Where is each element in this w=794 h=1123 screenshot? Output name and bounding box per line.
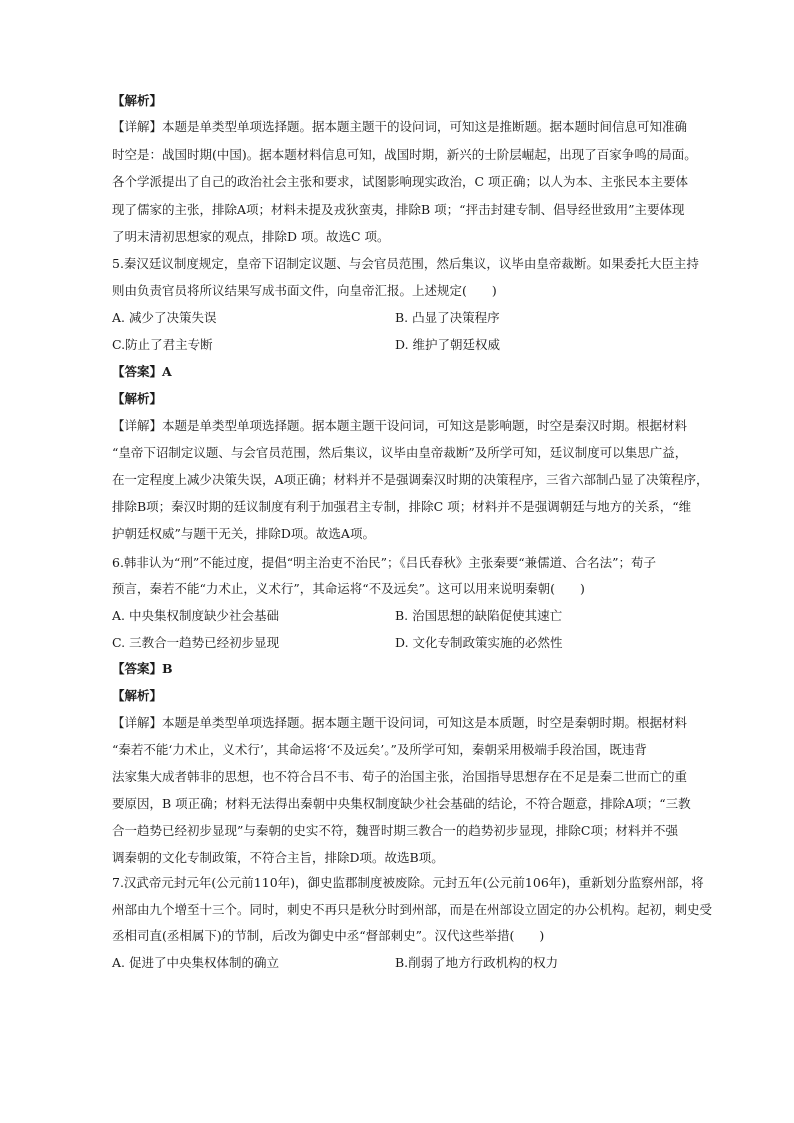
detail-line: 法家集大成者韩非的思想，也不符合吕不韦、荀子的治国主张，治国指导思想存在不足是秦二世而亡的重 [112,769,688,784]
option-b: B. 凸显了决策程序 [395,310,500,325]
question-stem: 6.韩非认为“刑”不能过度，提倡“明主治吏不治民”；《吕氏春秋》主张秦要“兼儒道、合名法”；荀子 [112,555,657,570]
detail-line: 【详解】本题是单类型单项选择题。据本题主题干设问词，可知这是影响题，时空是秦汉时期。根据材料 [112,418,688,433]
answer-label: 【答案】A [112,364,172,379]
detail-line: 各个学派提出了自己的政治社会主张和要求，试图影响现实政治，C 项正确；以人为本、主张民本主要体 [112,174,689,189]
detail-line: “秦若不能‘力术止，义术行’，其命运将‘不及远矣’。”及所学可知，秦朝采用极端手段治国，既违背 [112,742,647,757]
detail-line: 调秦朝的文化专制政策，不符合主旨，排除D项。故选B项。 [112,850,444,865]
option-a: A. 中央集权制度缺少社会基础 [112,608,279,623]
question-stem: 丞相司直(丞相属下)的节制，后改为御史中丞“督部刺史”。汉代这些举措( ) [112,928,545,943]
option-a: A. 促进了中央集权体制的确立 [112,955,279,970]
detail-line: 护朝廷权威”与题干无关，排除D项。故选A项。 [112,526,375,541]
option-b: B.削弱了地方行政机构的权力 [395,955,559,970]
detail-line: 【详解】本题是单类型单项选择题。据本题主题干的设问词，可知这是推断题。据本题时间信息可知准确 [112,119,688,134]
detail-line: 现了儒家的主张，排除A项；材料未提及戎狄蛮夷，排除B 项；“抨击封建专制、倡导经世致用”主要体现 [112,202,685,217]
detail-line: “皇帝下诏制定议题、与会官员范围，然后集议，议毕由皇帝裁断”及所学可知，廷议制度可以集思广益， [112,445,688,460]
detail-line: 合一趋势已经初步显现”与秦朝的史实不符，魏晋时期三教合一的趋势初步显现，排除C项；材料并不强 [112,823,678,838]
option-c: C. 三教合一趋势已经初步显现 [112,635,280,650]
detail-line: 时空是：战国时期(中国)。据本题材料信息可知，战国时期，新兴的士阶层崛起，出现了百家争鸣的局面。 [112,147,697,162]
analysis-heading: 【解析】 [112,93,163,108]
option-a: A. 减少了决策失误 [112,310,217,325]
detail-line: 了明末清初思想家的观点，排除D 项。故选C 项。 [112,229,390,244]
question-stem: 预言，秦若不能“力术止，义术行”，其命运将“不及远矣”。这可以用来说明秦朝( ) [112,581,585,596]
question-stem: 州部由九个增至十三个。同时，刺史不再只是秋分时到州部，而是在州部设立固定的办公机构。起初，刺史受 [112,902,713,917]
option-d: D. 文化专制政策实施的必然性 [395,635,563,650]
option-b: B. 治国思想的缺陷促使其速亡 [395,608,563,623]
question-stem: 则由负责官员将所议结果写成书面文件，向皇帝汇报。上述规定( ) [112,283,497,298]
detail-line: 排除B项；秦汉时期的廷议制度有利于加强君主专制，排除C 项；材料并不是强调朝廷与地方的关系，“维 [112,499,692,514]
option-d: D. 维护了朝廷权威 [395,337,501,352]
answer-label: 【答案】B [112,661,173,676]
detail-line: 【详解】本题是单类型单项选择题。据本题主题干设问词，可知这是本质题，时空是秦朝时期。根据材料 [112,715,688,730]
analysis-heading: 【解析】 [112,688,163,703]
question-stem: 5.秦汉廷议制度规定，皇帝下诏制定议题、与会官员范围，然后集议，议毕由皇帝裁断。如果委托大臣主持 [112,256,699,271]
analysis-heading: 【解析】 [112,391,163,406]
detail-line: 在一定程度上减少决策失误，A项正确；材料并不是强调秦汉时期的决策程序，三省六部制凸显了决策程序， [112,472,709,487]
detail-line: 要原因，B 项正确；材料无法得出秦朝中央集权制度缺少社会基础的结论，不符合题意，排除A项；“三教 [112,796,691,811]
question-stem: 7.汉武帝元封元年(公元前110年)，御史监郡制度被废除。元封五年(公元前106年)，重新划分监察州部，将 [112,875,704,890]
option-c: C.防止了君主专断 [112,337,213,352]
